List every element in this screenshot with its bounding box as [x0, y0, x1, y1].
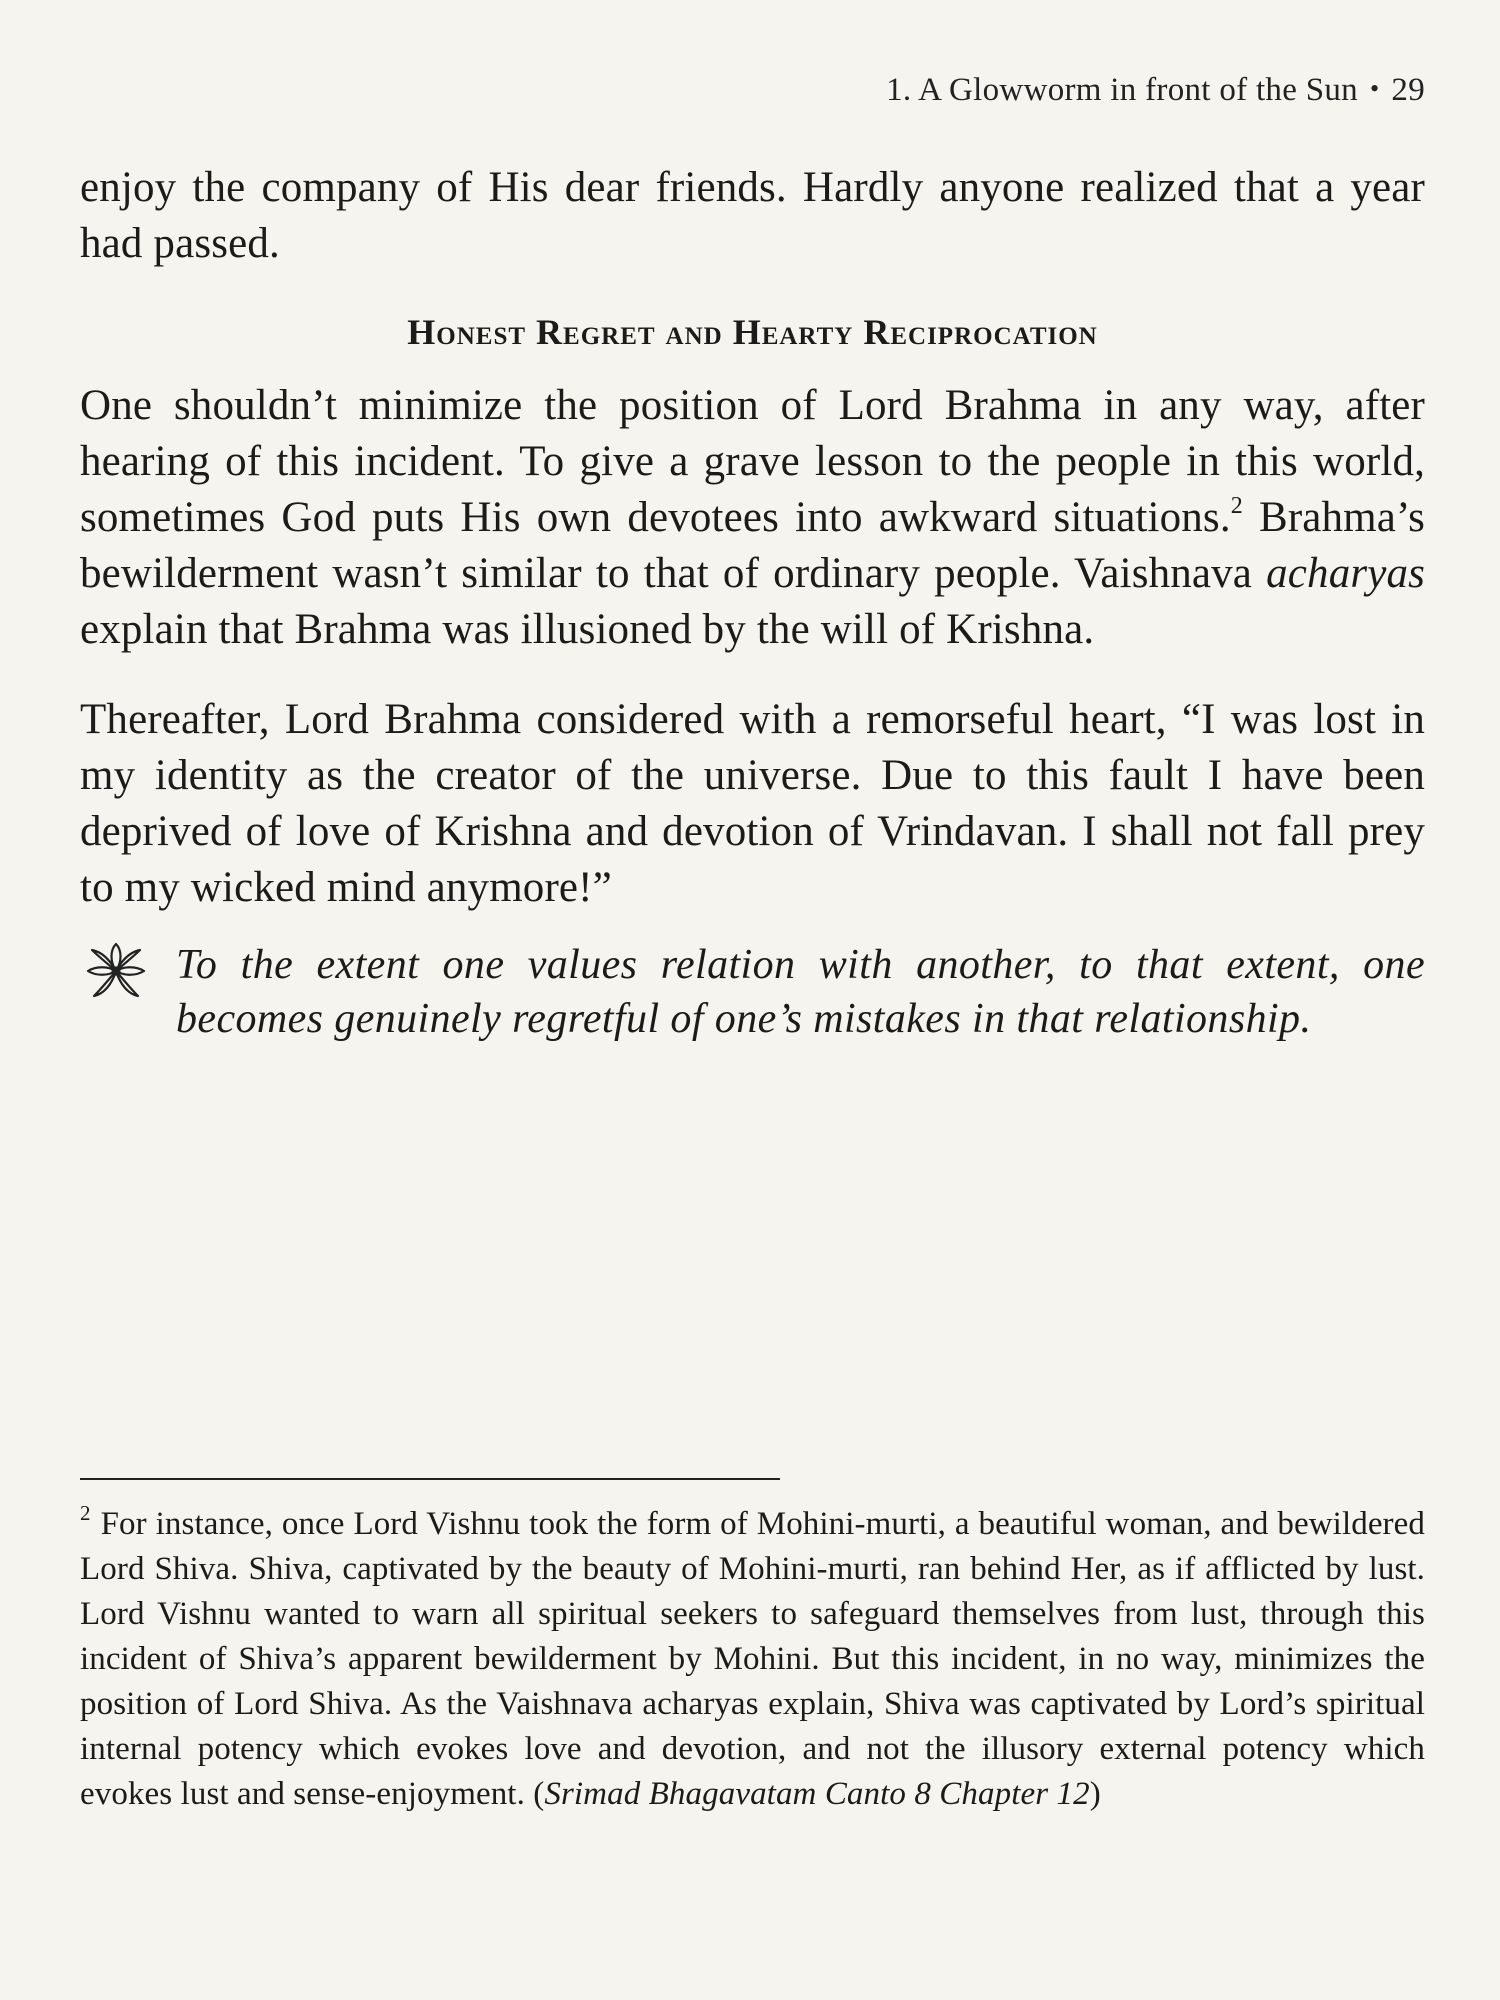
footnote-closing: ) — [1089, 1776, 1101, 1812]
footnote-text: For instance, once Lord Vishnu took the form of Mohini-murti, a beautiful woman, and bewildered Lord Shiva. Shiva, captivated by the beauty of Mohini-murti, ran behind Her, as if afflicted by lust. Lord Vishnu wanted to warn all spiritual seekers to safeguard themselves from lust, through this incident of Shiva’s apparent bewilderment by Mohini. But this incident, in no way, minimizes the position of Lord Shiva. As the Vaishnava acharyas explain, Shiva was captivated by Lord’s spiritual internal potency which evokes love and devotion, and not the illusory external potency which evokes lust and sense-enjoyment. ( — [80, 1506, 1425, 1812]
section-heading: Honest Regret and Hearty Reciprocation — [407, 312, 1098, 352]
footnote-reference: 2 — [1230, 493, 1243, 519]
footnote-divider — [80, 1478, 780, 1480]
paragraph-1-part-2: Brahma’s bewilderment wasn’t similar to that of ordinary people. Vaishnava — [80, 494, 1425, 597]
book-page — [80, 0, 1425, 2000]
continued-paragraph: enjoy the company of His dear friends. Hardly anyone realized that a year had passed. — [80, 164, 1425, 267]
quote-text: To the extent one values relation with another, to that extent, one becomes genuinely regretful of one’s mistakes in that relationship. — [176, 942, 1425, 1042]
footnote — [80, 1502, 1425, 1817]
header-separator: • — [1369, 74, 1380, 103]
running-header — [886, 72, 1425, 109]
paragraph-1-part-3: explain that Brahma was illusioned by the will of Krishna. — [80, 606, 1095, 653]
italic-term: acharyas — [1266, 550, 1425, 597]
paragraph-1 — [80, 378, 1425, 658]
chapter-title: 1. A Glowworm in front of the Sun — [886, 72, 1358, 108]
page-number: 29 — [1391, 72, 1425, 108]
lotus-flower-icon — [80, 942, 152, 1000]
footnote-citation: Srimad Bhagavatam Canto 8 Chapter 12 — [544, 1776, 1090, 1812]
footnote-marker: 2 — [80, 1501, 91, 1525]
main-text — [80, 160, 1425, 1046]
paragraph-2: Thereafter, Lord Brahma considered with a remorseful heart, “I was lost in my identity as the creator of the universe. Due to this fault I have been deprived of love of Krishna and devotion of Vrindavan. I shall not fall prey to my wicked mind anymore!” — [80, 696, 1425, 911]
paragraph-1-part-1: One shouldn’t minimize the position of Lord Brahma in any way, after hearing of this incident. To give a grave lesson to the people in this world, sometimes God puts His own devotees into awkward situations. — [80, 382, 1425, 541]
pull-quote — [80, 938, 1425, 1046]
